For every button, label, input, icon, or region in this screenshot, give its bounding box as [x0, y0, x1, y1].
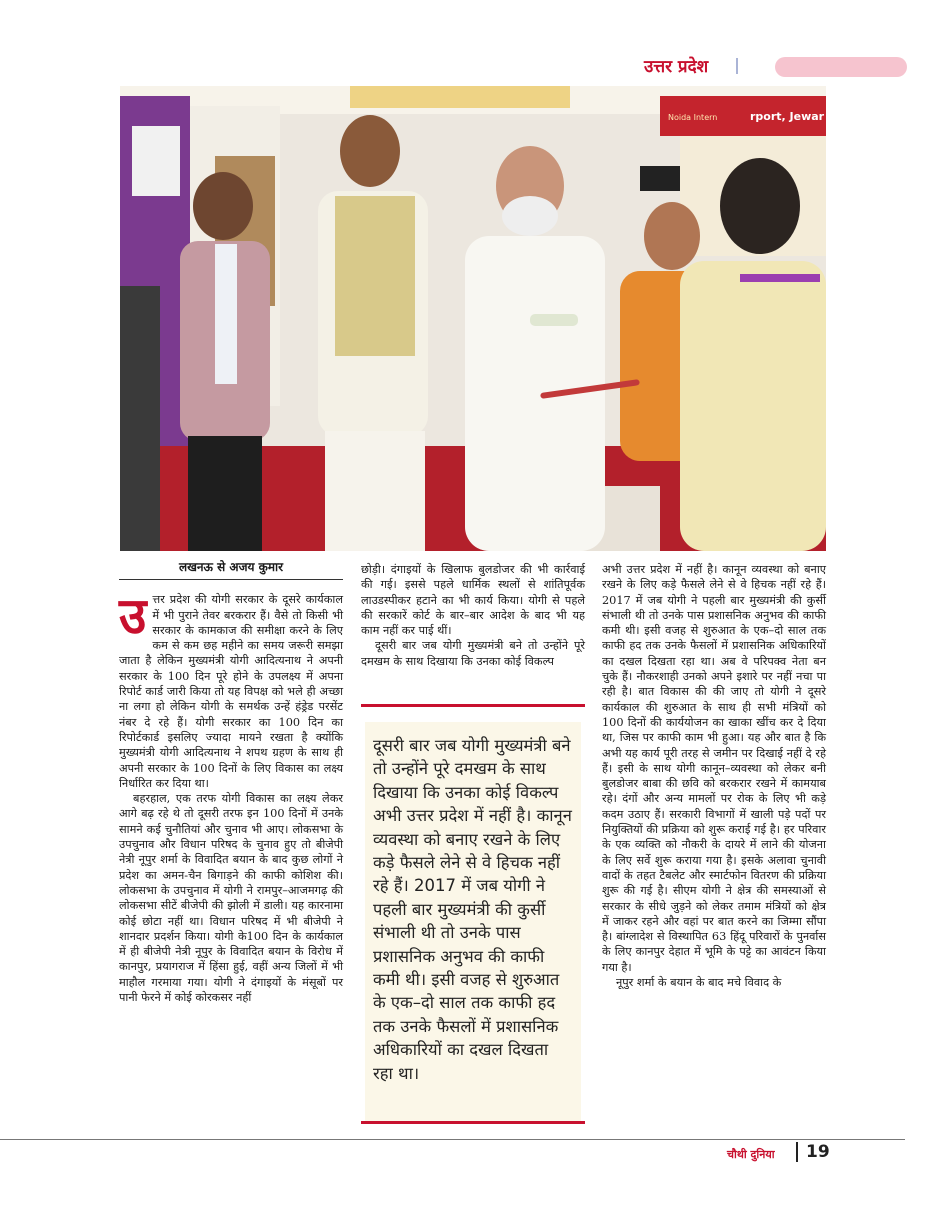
footer-brand: चौथी दुनिया [727, 1148, 775, 1161]
page-number: 19 [806, 1142, 830, 1162]
booth-sign-subtext: Noida Intern [668, 113, 718, 122]
article-paragraph: अभी उत्तर प्रदेश में नहीं है। कानून व्यवस्था को बनाए रखने के लिए कड़े फैसले लेने से वे हिचक नहीं रहे हैं। 2017 में जब योगी ने पहली बार मुख्यमंत्री की कुर्सी संभाली थी तो उनके पास प्रशासनिक अनुभव की काफी कमी थी। इसी वजह से शुरुआत के एक–दो साल तक काफी हद तक उनके फैसलों में प्रशासनिक अधिकारियों का दखल दिखता रहा था। अब वे परिपक्व नेता बन चुके हैं। नौकरशाही उनको अपने इशारे पर नहीं नचा पा रही है। बात विकास की की जाए तो योगी ने दूसरे कार्यकाल की शुरुआत के साथ ही सभी मंत्रियों को 100 दिनों की कार्ययोजन का खाका खींच कर दे दिया था, जिस पर काफी काम भी हुआ। यह और बात है कि अभी यह कार्य पूरी तरह से जमीन पर दिखाई नहीं दे रहे हैं। इसी के साथ योगी कानून–व्यवस्था को लेकर बनी बुलडोजर बाबा की छवि को बरकरार रखने में कामयाब रहे। दंगों और अन्य मामलों पर रोक के लिए भी कड़े कदम उठाए हैं। सरकारी विभागों में खाली पड़े पदों पर नियुक्तियों की प्रक्रिया को शुरू कराई गई है। हर परिवार के एक व्यक्ति को नौकरी के दायरे में लाने की योजना के लिए सर्वे शुरू कराया गया है। इसके अलावा चुनावी वादों के तहत टैबलेट और स्मार्टफोन वितरण की प्रक्रिया शुरू की गई है। सीएम योगी ने क्षेत्र की समस्याओं से सरकार के सीधे जुड़ने को लेकर तमाम मंत्रियों को क्षेत्र में जाकर रहने और वहां पर बात करने का जिम्मा सौंपा है। बांग्लादेश से विस्थापित 63 हिंदू परिवारों के पुनर्वास के लिए कानपुर देहात में भूमि के पट्टे का आवंटन किया गया है। [602, 563, 826, 974]
footer-separator [796, 1142, 798, 1162]
article-paragraph: छोड़ी। दंगाइयों के खिलाफ बुलडोजर की भी कार्रवाई की गई। इससे पहले धार्मिक स्थलों से शांतिपूर्वक लाउडस्पीकर हटाने का भी कार्य किया। योगी से पहले की सरकारें कोर्ट के बार–बार आदेश के बाद भी यह काम नहीं कर पाई थीं। [361, 563, 585, 638]
section-decorative-pill [775, 57, 907, 77]
article-column-2 [361, 562, 585, 669]
article-paragraph: बहरहाल, एक तरफ योगी विकास का लक्ष्य लेकर आगे बढ़ रहे थे तो दूसरी तरफ इन 100 दिनों में उनके सामने कई चुनौतियां और चुनाव भी आए। लोकसभा के उपचुनाव और विधान परिषद के चुनाव हुए तो बीजेपी नेत्री नूपुर शर्मा के विवादित बयान के बाद कुछ लोगों ने प्रदेश का अमन-चैन बिगाड़ने की काफी कोशिश की। लोकसभा के उपचुनाव में योगी ने रामपुर–आजमगढ़ की लोकसभा सीटें बीजेपी की झोली में डाली। यह कारनामा कोई छोटा नहीं था। विधान परिषद में भी बीजेपी ने शानदार प्रदर्शन किया। योगी के100 दिन के कार्यकाल में ही बीजेपी नेत्री नूपुर के विवादित बयान के विरोध में कानपुर, प्रयागराज में हिंसा हुई, वहीं अन्य जिलों में भी माहौल गरमाया गया। योगी ने दंगाइयों के मंसूबों पर पानी फेरने में कोई कोरकसर नहीं [119, 792, 343, 1005]
section-separator [736, 58, 738, 74]
byline: लखनऊ से अजय कुमार [119, 560, 343, 580]
article-photo [120, 86, 826, 551]
footer-rule [0, 1139, 905, 1140]
article-paragraph-text: त्तर प्रदेश की योगी सरकार के दूसरे कार्यकाल में भी पुराने तेवर बरकरार हैं। वैसे तो किसी भी सरकार के कामकाज की समीक्षा करने के लिए कम से कम छह महीने का समय जरूरी समझा जाता है लेकिन मुख्यमंत्री योगी आदित्यनाथ ने अपनी सरकार के 100 दिन पूरे होने के उपलक्ष्य में अपना रिपोर्ट कार्ड जारी किया तो यह विपक्ष को भले ही अच्छा ना लगा हो लेकिन योगी के समर्थक उन्हें हंड्रेड परसेंट नंबर दे रहे हैं। योगी सरकार का 100 दिन का रिपोर्टकार्ड इसलिए ज्यादा मायने रखता है क्योंकि मुख्यमंत्री योगी आदित्यनाथ ने शपथ ग्रहण के साथ ही अपनी सरकार के 100 दिनों के लिए विकास का लक्ष्य निर्धारित कर दिया था। [119, 593, 343, 790]
photo-illustration [120, 86, 826, 551]
pullquote-bottom-rule [361, 1121, 585, 1124]
pullquote-top-rule [361, 704, 585, 707]
article-paragraph: नूपुर शर्मा के बयान के बाद मचे विवाद के [616, 976, 782, 990]
drop-cap: उ [119, 587, 147, 646]
section-label: उत्तर प्रदेश [644, 57, 709, 77]
article-paragraph [119, 587, 343, 791]
booth-sign-text: rport, Jewar [750, 110, 825, 123]
article-paragraph: दूसरी बार जब योगी मुख्यमंत्री बने तो उन्होंने पूरे दमखम के साथ दिखाया कि उनका कोई विकल्प [361, 639, 585, 668]
article-column-3 [602, 562, 826, 990]
article-column-1 [119, 560, 343, 1005]
pullquote: दूसरी बार जब योगी मुख्यमंत्री बने तो उन्होंने पूरे दमखम के साथ दिखाया कि उनका कोई विकल्प अभी उत्तर प्रदेश में नहीं है। कानून व्यवस्था को बनाए रखने के लिए कड़े फैसले लेने से वे हिचक नहीं रहे हैं। 2017 में जब योगी ने पहली बार मुख्यमंत्री की कुर्सी संभाली थी तो उनके पास प्रशासनिक अनुभव की काफी कमी थी। इसी वजह से शुरुआत के एक–दो साल तक काफी हद तक उनके फैसलों में प्रशासनिक अधिकारियों का दखल दिखता रहा था। [365, 722, 581, 1122]
